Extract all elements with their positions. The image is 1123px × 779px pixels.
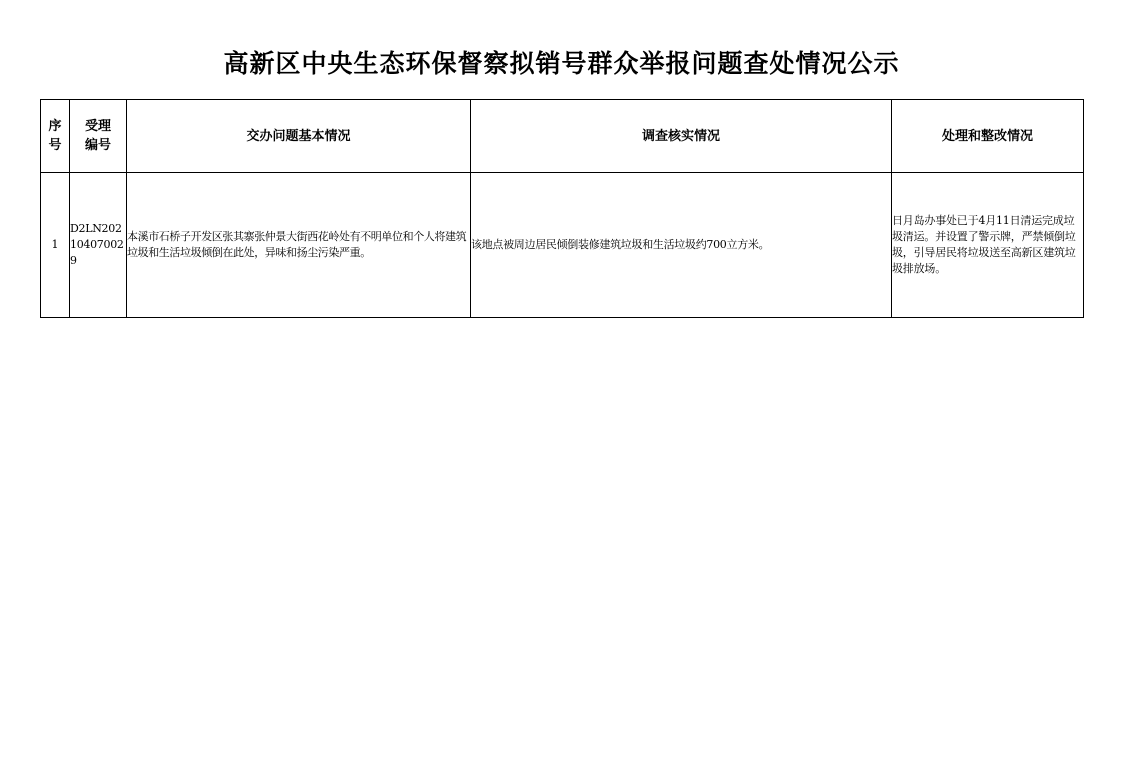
cell-handling: 日月岛办事处已于4月11日清运完成垃圾清运。并设置了警示牌，严禁倾倒垃圾，引导居民将垃圾送至高新区建筑垃圾排放场。 [892,173,1084,318]
header-case-id [70,100,127,173]
header-seq [41,100,70,173]
page-title: 高新区中央生态环保督察拟销号群众举报问题查处情况公示 [223,49,900,78]
header-handling [892,100,1084,173]
table-header-row [41,100,1084,173]
cell-case-id: D2LN202104070029 [70,173,127,318]
header-case-id-label: 受理编号 [84,119,111,153]
header-handling-label: 处理和整改情况 [941,128,1033,144]
cell-problem: 本溪市石桥子开发区张其寨张仲景大街西花岭处有不明单位和个人将建筑垃圾和生活垃圾倾倒在此处，异味和扬尘污染严重。 [127,173,471,318]
cell-investigation: 该地点被周边居民倾倒装修建筑垃圾和生活垃圾约700立方米。 [471,173,892,318]
header-seq-label: 序号 [48,119,62,153]
cell-seq: 1 [41,173,70,318]
header-problem [127,100,471,173]
header-investigation-label: 调查核实情况 [641,128,720,144]
table-row [41,173,1084,318]
report-table [40,99,1084,318]
header-investigation [471,100,892,173]
header-problem-label: 交办问题基本情况 [246,128,351,144]
